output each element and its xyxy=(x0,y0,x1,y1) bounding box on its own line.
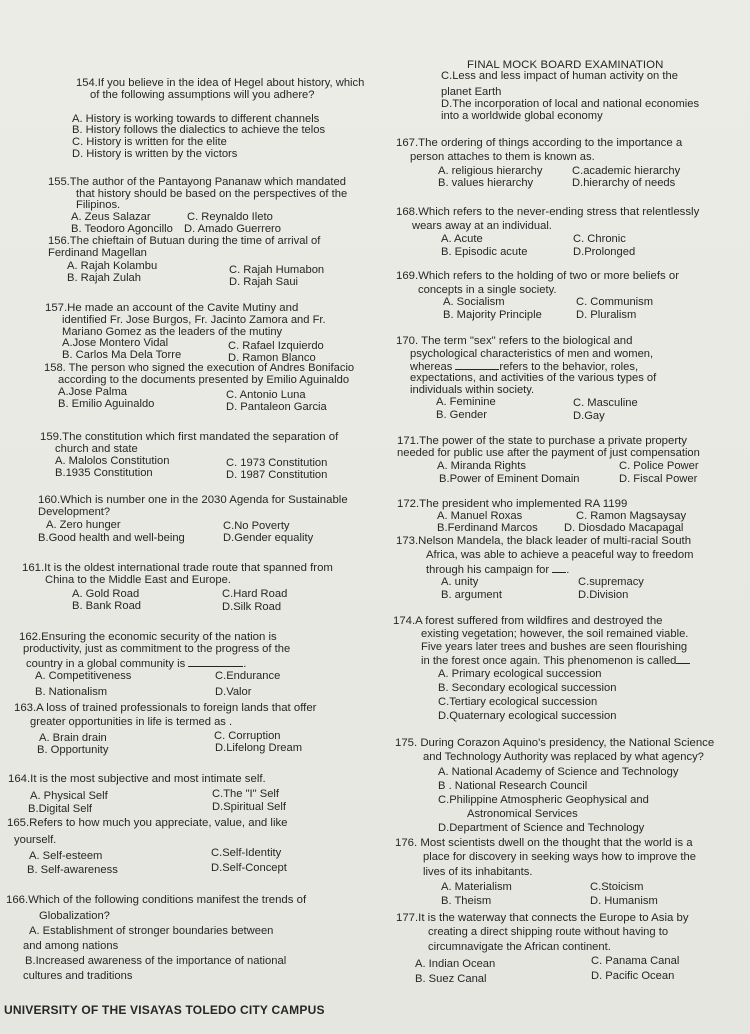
option-175-b: B . National Research Council xyxy=(438,780,588,792)
option-156-b: B. Rajah Zulah xyxy=(67,272,142,284)
option-169-b: B. Majority Principle xyxy=(443,309,542,321)
option-155-c: C. Reynaldo Ileto xyxy=(187,211,273,223)
option-173-d: D.Division xyxy=(578,589,629,601)
question-173-stem-cont2: through his campaign for . xyxy=(426,564,570,576)
option-159-d: D. 1987 Constitution xyxy=(226,469,328,481)
option-173-a: A. unity xyxy=(441,576,479,588)
question-166-stem-cont: Globalization? xyxy=(39,910,110,922)
option-172-c: C. Ramon Magsaysay xyxy=(576,510,687,522)
option-170-c: C. Masculine xyxy=(573,397,638,409)
option-160-b: B.Good health and well-being xyxy=(38,532,185,544)
question-175-stem-cont: and Technology Authority was replaced by what agency? xyxy=(423,751,704,763)
answer-blank xyxy=(455,360,499,370)
option-161-d: D.Silk Road xyxy=(222,601,282,613)
question-175-stem: 175. During Corazon Aquino's presidency, the National Science xyxy=(395,737,715,749)
campus-footer: UNIVERSITY OF THE VISAYAS TOLEDO CITY CAMPUS xyxy=(4,1003,325,1017)
option-156-c: C. Rajah Humabon xyxy=(229,264,325,276)
answer-blank xyxy=(676,654,690,664)
option-164-d: D.Spiritual Self xyxy=(212,801,286,813)
option-177-b: B. Suez Canal xyxy=(415,973,487,985)
question-157-stem-cont: identified Fr. Jose Burgos, Fr. Jacinto Zamora and Fr. xyxy=(62,314,326,326)
option-156-d: D. Rajah Saui xyxy=(229,276,299,288)
option-154-c-cont: planet Earth xyxy=(441,86,502,98)
option-154-d: D.The incorporation of local and national economies xyxy=(441,98,700,110)
option-169-a: A. Socialism xyxy=(443,296,505,308)
option-157-b: B. Carlos Ma Dela Torre xyxy=(62,349,182,361)
option-158-d: D. Pantaleon Garcia xyxy=(226,401,327,413)
option-177-a: A. Indian Ocean xyxy=(415,958,496,970)
question-154-stem: 154.If you believe in the idea of Hegel about history, which xyxy=(76,77,365,89)
option-174-c: C.Tertiary ecological succession xyxy=(438,696,598,708)
question-161-stem-cont: China to the Middle East and Europe. xyxy=(45,574,231,586)
question-160-stem-cont: Development? xyxy=(38,506,111,518)
option-176-c: C.Stoicism xyxy=(590,881,644,893)
option-161-a: A. Gold Road xyxy=(72,588,140,600)
option-156-a: A. Rajah Kolambu xyxy=(67,260,158,272)
question-165-stem-cont: yourself. xyxy=(14,834,57,846)
question-170-stem-cont: psychological characteristics of men and women, xyxy=(410,348,654,360)
option-159-b: B.1935 Constitution xyxy=(55,467,153,479)
question-176-stem-cont: place for discovery in seeking ways how to improve the xyxy=(423,851,696,863)
question-162-stem: 162.Ensuring the economic security of the nation is xyxy=(19,631,277,643)
option-166-b-cont: cultures and traditions xyxy=(23,970,133,982)
option-154-d: D. History is written by the victors xyxy=(72,148,238,160)
option-165-b: B. Self-awareness xyxy=(27,864,118,876)
option-176-a: A. Materialism xyxy=(441,881,512,893)
question-163-stem-cont: greater opportunities in life is termed as . xyxy=(30,716,233,728)
option-172-a: A. Manuel Roxas xyxy=(437,510,523,522)
question-158-stem-cont: according to the documents presented by Emilio Aguinaldo xyxy=(58,374,350,386)
question-162-stem-cont2: country in a global community is . xyxy=(26,658,247,670)
question-157-stem: 157.He made an account of the Cavite Mutiny and xyxy=(45,302,299,314)
option-155-b: B. Teodoro Agoncillo xyxy=(71,223,173,235)
question-159-stem-cont: church and state xyxy=(55,443,138,455)
option-174-a: A. Primary ecological succession xyxy=(438,668,602,680)
option-168-c: C. Chronic xyxy=(573,233,626,245)
question-167-stem-cont: person attaches to them is known as. xyxy=(410,151,595,163)
exam-title: FINAL MOCK BOARD EXAMINATION xyxy=(467,59,664,71)
question-162-stem-cont: productivity, just as commitment to the progress of the xyxy=(23,643,291,655)
option-170-b: B. Gender xyxy=(436,409,487,421)
question-167-stem: 167.The ordering of things according to the importance a xyxy=(396,137,683,149)
option-166-a-cont: and among nations xyxy=(23,940,119,952)
question-159-stem: 159.The constitution which first mandated the separation of xyxy=(40,431,339,443)
option-155-d: D. Amado Guerrero xyxy=(184,223,281,235)
question-168-stem: 168.Which refers to the never-ending stress that relentlessly xyxy=(396,206,700,218)
option-176-d: D. Humanism xyxy=(590,895,658,907)
question-157-stem-cont2: Mariano Gomez as the leaders of the mutiny xyxy=(62,326,283,338)
question-177-stem-cont2: circumnavigate the African continent. xyxy=(428,941,611,953)
option-163-c: C. Corruption xyxy=(214,730,281,742)
option-154-d-cont: into a worldwide global economy xyxy=(441,110,603,122)
option-172-b: B.Ferdinand Marcos xyxy=(437,522,538,534)
option-154-c: C. History is written for the elite xyxy=(72,136,227,148)
option-171-b: B.Power of Eminent Domain xyxy=(439,473,580,485)
question-169-stem: 169.Which refers to the holding of two or more beliefs or xyxy=(396,270,680,282)
option-167-c: C.academic hierarchy xyxy=(572,165,681,177)
option-158-c: C. Antonio Luna xyxy=(226,389,306,401)
option-160-c: C.No Poverty xyxy=(223,520,290,532)
question-165-stem: 165.Refers to how much you appreciate, value, and like xyxy=(7,817,288,829)
option-154-b: B. History follows the dialectics to achieve the telos xyxy=(72,124,326,136)
question-174-stem-cont: existing vegetation; however, the soil remained viable. xyxy=(421,628,689,640)
option-170-a: A. Feminine xyxy=(436,396,496,408)
option-176-b: B. Theism xyxy=(441,895,492,907)
option-174-b: B. Secondary ecological succession xyxy=(438,682,617,694)
question-158-stem: 158. The person who signed the execution of Andres Bonifacio xyxy=(44,362,355,374)
option-162-d: D.Valor xyxy=(215,686,252,698)
option-171-a: A. Miranda Rights xyxy=(437,460,526,472)
option-166-a: A. Establishment of stronger boundaries between xyxy=(29,925,274,937)
question-163-stem: 163.A loss of trained professionals to foreign lands that offer xyxy=(14,702,317,714)
question-156-stem-cont: Ferdinand Magellan xyxy=(48,247,147,259)
option-162-c: C.Endurance xyxy=(215,670,281,682)
question-176-stem-cont2: lives of its inhabitants. xyxy=(423,866,533,878)
option-175-c: C.Philippine Atmospheric Geophysical and xyxy=(438,794,649,806)
option-160-a: A. Zero hunger xyxy=(46,519,121,531)
option-161-c: C.Hard Road xyxy=(222,588,288,600)
option-177-d: D. Pacific Ocean xyxy=(591,970,675,982)
question-172-stem: 172.The president who implemented RA 1199 xyxy=(397,498,628,510)
option-159-a: A. Malolos Constitution xyxy=(55,455,170,467)
option-157-a: A.Jose Montero Vidal xyxy=(62,337,169,349)
option-160-d: D.Gender equality xyxy=(223,532,314,544)
option-168-a: A. Acute xyxy=(441,233,483,245)
option-154-a: A. History is working towards to different channels xyxy=(72,113,320,125)
question-177-stem: 177.It is the waterway that connects the Europe to Asia by xyxy=(396,912,689,924)
option-165-a: A. Self-esteem xyxy=(29,850,103,862)
option-154-c: C.Less and less impact of human activity on the xyxy=(441,70,678,82)
question-171-stem: 171.The power of the state to purchase a private property xyxy=(397,435,687,447)
option-172-d: D. Diosdado Macapagal xyxy=(564,522,684,534)
option-164-b: B.Digital Self xyxy=(28,803,93,815)
option-174-d: D.Quaternary ecological succession xyxy=(438,710,617,722)
question-170-stem-cont3: expectations, and activities of the various types of xyxy=(410,372,657,384)
option-168-b: B. Episodic acute xyxy=(441,246,528,258)
question-177-stem-cont: creating a direct shipping route without having to xyxy=(428,926,669,938)
option-171-d: D. Fiscal Power xyxy=(619,473,698,485)
question-174-stem: 174.A forest suffered from wildfires and destroyed the xyxy=(393,615,663,627)
option-173-b: B. argument xyxy=(441,589,502,601)
question-164-stem: 164.It is the most subjective and most intimate self. xyxy=(8,773,266,785)
question-176-stem: 176. Most scientists dwell on the thought that the world is a xyxy=(395,837,693,849)
question-174-stem-cont3: in the forest once again. This phenomenon is called xyxy=(421,654,690,667)
question-166-stem: 166.Which of the following conditions manifest the trends of xyxy=(6,894,307,906)
option-157-d: D. Ramon Blanco xyxy=(228,352,316,364)
answer-blank xyxy=(188,657,243,667)
option-162-b: B. Nationalism xyxy=(35,686,108,698)
option-157-c: C. Rafael Izquierdo xyxy=(228,340,324,352)
option-175-c-cont: Astronomical Services xyxy=(467,808,578,820)
question-170-stem-cont4: individuals within society. xyxy=(410,384,535,396)
option-164-a: A. Physical Self xyxy=(30,790,108,802)
option-169-d: D. Pluralism xyxy=(576,309,637,321)
option-177-c: C. Panama Canal xyxy=(591,955,680,967)
question-168-stem-cont: wears away at an individual. xyxy=(412,220,552,232)
option-165-c: C.Self-Identity xyxy=(211,847,282,859)
question-155-stem: 155.The author of the Pantayong Pananaw which mandated xyxy=(48,176,346,188)
question-169-stem-cont: concepts in a single society. xyxy=(418,284,557,296)
answer-blank xyxy=(552,563,566,573)
option-163-d: D.Lifelong Dream xyxy=(215,742,303,754)
option-170-d: D.Gay xyxy=(573,410,605,422)
option-166-b: B.Increased awareness of the importance of national xyxy=(25,955,287,967)
option-171-c: C. Police Power xyxy=(619,460,699,472)
question-171-stem-cont: needed for public use after the payment of just compensation xyxy=(397,447,700,459)
option-167-b: B. values hierarchy xyxy=(438,177,534,189)
option-163-b: B. Opportunity xyxy=(37,744,109,756)
question-160-stem: 160.Which is number one in the 2030 Agenda for Sustainable xyxy=(38,494,348,506)
option-173-c: C.supremacy xyxy=(578,576,644,588)
question-161-stem: 161.It is the oldest international trade route that spanned from xyxy=(22,562,333,574)
option-167-d: D.hierarchy of needs xyxy=(572,177,676,189)
question-173-stem: 173.Nelson Mandela, the black leader of multi-racial South xyxy=(396,535,692,547)
option-175-d: D.Department of Science and Technology xyxy=(438,822,645,834)
question-174-stem-cont2: Five years later trees and bushes are seen flourishing xyxy=(421,641,688,653)
question-170-stem-cont2: whereas refers to the behavior, roles, xyxy=(410,361,639,373)
option-159-c: C. 1973 Constitution xyxy=(226,457,328,469)
option-164-c: C.The "I" Self xyxy=(212,788,280,800)
option-158-a: A.Jose Palma xyxy=(58,386,128,398)
question-155-stem-cont2: Filipinos. xyxy=(76,199,121,211)
option-163-a: A. Brain drain xyxy=(39,732,107,744)
option-169-c: C. Communism xyxy=(576,296,654,308)
option-167-a: A. religious hierarchy xyxy=(438,165,543,177)
option-161-b: B. Bank Road xyxy=(72,600,142,612)
question-156-stem: 156.The chieftain of Butuan during the time of arrival of xyxy=(48,235,321,247)
option-162-a: A. Competitiveness xyxy=(35,670,132,682)
question-154-stem-cont: of the following assumptions will you adhere? xyxy=(90,89,315,101)
option-168-d: D.Prolonged xyxy=(573,246,636,258)
option-155-a: A. Zeus Salazar xyxy=(71,211,151,223)
question-170-stem: 170. The term "sex" refers to the biological and xyxy=(396,335,633,347)
option-175-a: A. National Academy of Science and Technology xyxy=(438,766,679,778)
question-173-stem-cont: Africa, was able to achieve a peaceful way to freedom xyxy=(426,549,694,561)
question-155-stem-cont: that history should be based on the perspectives of the xyxy=(76,188,348,200)
option-165-d: D.Self-Concept xyxy=(211,862,287,874)
option-158-b: B. Emilio Aguinaldo xyxy=(58,398,155,410)
